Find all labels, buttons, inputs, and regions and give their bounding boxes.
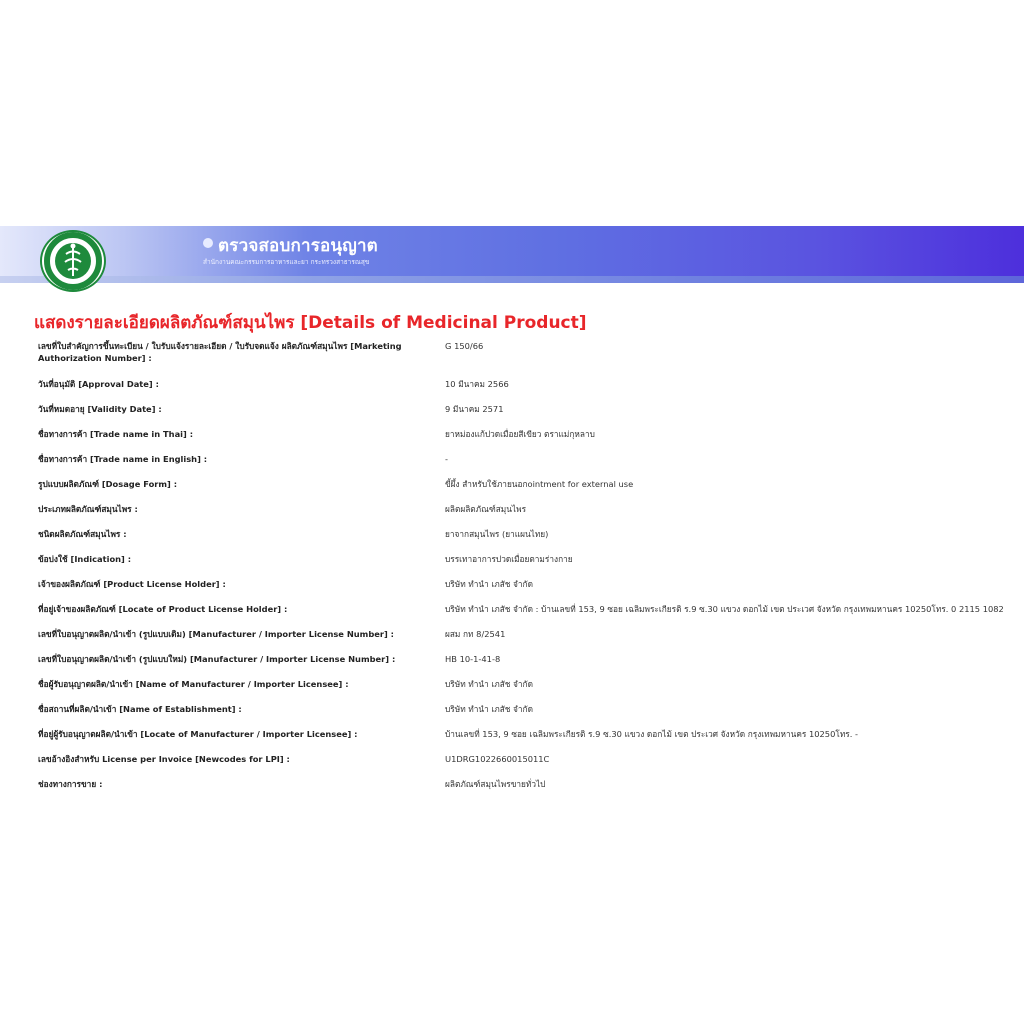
detail-row-lpi-code [38,753,1018,778]
detail-value: ยาหม่องแก้ปวดเมื่อยสีเขียว ตราแม่กุหลาบ [445,429,595,439]
detail-row-sales-channel [38,778,1018,803]
detail-label: ชื่อผู้รับอนุญาตผลิต/นำเข้า [Name of Manufacturer / Importer Licensee] : [38,679,349,689]
detail-row-licensee-address [38,728,1018,753]
detail-label: เลขที่ใบอนุญาตผลิต/นำเข้า (รูปแบบใหม่) [Manufacturer / Importer License Number] : [38,654,396,664]
page-title: แสดงรายละเอียดผลิตภัณฑ์สมุนไพร [Details of Medicinal Product] [34,313,587,333]
detail-value: บริษัท ทำนำ เภสัช จำกัด [445,679,533,689]
detail-value: บริษัท ทำนำ เภสัช จำกัด [445,579,533,589]
header-title: ตรวจสอบการอนุญาต [218,236,378,256]
detail-label: เลขอ้างอิงสำหรับ License per Invoice [Newcodes for LPI] : [38,754,290,764]
detail-label: ช่องทางการขาย : [38,779,103,789]
detail-label: ชื่อทางการค้า [Trade name in English] : [38,454,208,464]
detail-row-marketing-authorization [38,340,1018,378]
detail-value: บริษัท ทำนำ เภสัช จำกัด [445,704,533,714]
header-underline [0,276,1024,283]
detail-label: เจ้าของผลิตภัณฑ์ [Product License Holder] : [38,579,226,589]
detail-label: ที่อยู่เจ้าของผลิตภัณฑ์ [Locate of Product License Holder] : [38,604,288,614]
detail-value: บรรเทาอาการปวดเมื่อยตามร่างกาย [445,554,573,564]
detail-row-product-type [38,503,1018,528]
header-banner [0,226,1024,276]
detail-row-licensee-name [38,678,1018,703]
ministry-seal-icon [42,232,104,290]
detail-row-indication [38,553,1018,578]
detail-row-dosage-form [38,478,1018,503]
detail-row-license-holder-address [38,603,1018,628]
detail-value: HB 10-1-41-8 [445,654,501,664]
header-subtitle: สำนักงานคณะกรรมการอาหารและยา กระทรวงสาธารณสุข [203,258,370,266]
detail-row-license-number-new [38,653,1018,678]
detail-row-license-holder [38,578,1018,603]
ministry-logo [40,230,106,292]
detail-value: ผลิตภัณฑ์สมุนไพรขายทั่วไป [445,779,546,789]
detail-row-approval-date [38,378,1018,403]
detail-value: ผลิตผลิตภัณฑ์สมุนไพร [445,504,527,514]
detail-label: ชื่อทางการค้า [Trade name in Thai] : [38,429,194,439]
detail-label: รูปแบบผลิตภัณฑ์ [Dosage Form] : [38,479,178,489]
detail-label: ชนิดผลิตภัณฑ์สมุนไพร : [38,529,127,539]
detail-value: ขี้ผึ้ง สำหรับใช้ภายนอกointment for external use [445,479,634,489]
detail-label: เลขที่ใบสำคัญการขึ้นทะเบียน / ใบรับแจ้งรายละเอียด / ใบรับจดแจ้ง ผลิตภัณฑ์สมุนไพร [Marketing Authorization Number] : [38,341,402,363]
detail-label: ที่อยู่ผู้รับอนุญาตผลิต/นำเข้า [Locate of Manufacturer / Importer Licensee] : [38,729,358,739]
detail-row-trade-name-english [38,453,1018,478]
detail-value: ผสม กท 8/2541 [445,629,506,639]
detail-row-establishment-name [38,703,1018,728]
detail-row-license-number-old [38,628,1018,653]
detail-value: - [445,454,448,464]
detail-row-trade-name-thai [38,428,1018,453]
detail-value: บ้านเลขที่ 153, 9 ซอย เฉลิมพระเกียรติ ร.9 ซ.30 แขวง ดอกไม้ เขต ประเวศ จังหวัด กรุงเทพมหานคร 10250โทร. - [445,729,859,739]
detail-label: ข้อบ่งใช้ [Indication] : [38,554,132,564]
detail-value: ยาจากสมุนไพร (ยาแผนไทย) [445,529,549,539]
detail-value: U1DRG1022660015011C [445,754,550,764]
detail-value: G 150/66 [445,341,484,351]
detail-label: วันที่หมดอายุ [Validity Date] : [38,404,162,414]
detail-label: วันที่อนุมัติ [Approval Date] : [38,379,159,389]
detail-label: ประเภทผลิตภัณฑ์สมุนไพร : [38,504,138,514]
detail-value: บริษัท ทำนำ เภสัช จำกัด : บ้านเลขที่ 153, 9 ซอย เฉลิมพระเกียรติ ร.9 ซ.30 แขวง ดอกไม้ เขต ประเวศ จังหวัด กรุงเทพมหานคร 10250โทร. 0 2115 1082 [445,604,1004,614]
details-table [38,340,1018,803]
detail-label: ชื่อสถานที่ผลิต/นำเข้า [Name of Establishment] : [38,704,242,714]
detail-label: เลขที่ใบอนุญาตผลิต/นำเข้า (รูปแบบเดิม) [Manufacturer / Importer License Number] : [38,629,394,639]
detail-value: 10 มีนาคม 2566 [445,379,509,389]
detail-value: 9 มีนาคม 2571 [445,404,504,414]
detail-row-validity-date [38,403,1018,428]
detail-row-product-kind [38,528,1018,553]
title-bullet-icon [203,238,213,248]
